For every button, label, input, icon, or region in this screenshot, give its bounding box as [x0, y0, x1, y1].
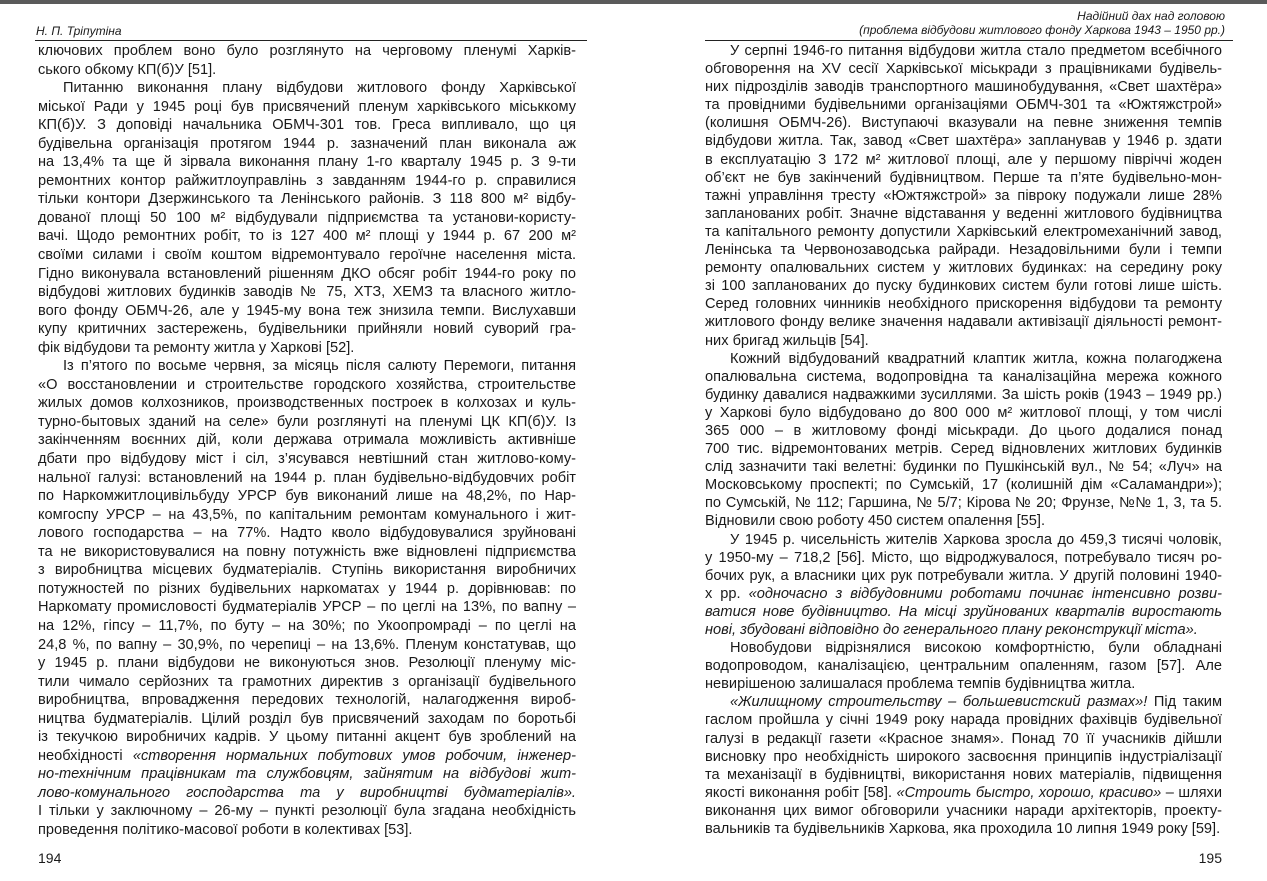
- text-line: лового господарства – на 77%. Надто кволо відбудовувалися зруйновані: [38, 525, 576, 542]
- text-line: Ленінська та Червонозаводська райради. Незадовільними були і темпи: [705, 242, 1222, 259]
- text-line: «О восстановлении и строительстве городского хозяйства, строительстве: [38, 376, 576, 393]
- text-line: дованої площі 50 100 м² відбудували підприємства та установи-користу-: [38, 209, 576, 226]
- italic-quote: «створення нормальних побутових умов робочим, інженер-: [132, 747, 576, 764]
- text-line: купу критичних застережень, будівельники прийняли новий суворий гра-: [38, 321, 576, 338]
- text-line: [705, 621, 1222, 639]
- text-line: нальної галузі: встановлений на 1944 р. план будівельно-відбудовчих робіт: [38, 469, 576, 486]
- running-head-title: Надійний дах над головою: [1077, 9, 1225, 23]
- text-line: Відновили свою роботу 450 систем опалення [55].: [705, 513, 1045, 530]
- text-span: – шляхи: [1161, 784, 1222, 801]
- text-line: Серед головних чинників необхідного прискорення відбудови та ремонту: [705, 296, 1222, 313]
- text-span: необхідності: [38, 747, 133, 764]
- text-line: відбудови житла. Так, завод «Свет шахтёра» запланував у 1946 р. здати: [705, 133, 1222, 150]
- text-line: потужностей по різних будівельних наркоматах у 1944 р. дорівнював: по: [38, 580, 576, 597]
- text-line: [38, 765, 576, 784]
- text-line: комгоспу УРСР – на 43,5%, по капітальним ремонтам комунального і жит-: [38, 506, 576, 523]
- text-line: У 1945 р. чисельність жителів Харкова зросла до 459,3 тисячі чоловік,: [730, 531, 1222, 548]
- text-line: в експлуатацію 3 172 м² житлової площі, але у першому півріччі жоден: [705, 151, 1222, 168]
- italic-quote: «Жилищному строительству – большевистский размах»!: [730, 694, 1148, 711]
- text-line: відбудові житлових будинків заводів № 75, ХТЗ, ХЕМЗ та власного житло-: [38, 284, 576, 301]
- left-page: [0, 0, 633, 881]
- text-line: проведення політико-масової роботи в колективах [53].: [38, 821, 413, 838]
- text-line: із текучкою виробничих кадрів. У цьому питанні акцент був зроблений на: [38, 729, 576, 746]
- text-line: Наркомату промисловості будматеріалів УРСР – по цеглі на 13%, по вапну –: [38, 599, 576, 616]
- italic-quote: лово-комунального господарства та у виробництві будматеріалів».: [38, 784, 576, 801]
- text-line: ництва будматеріалів. Цілий розділ був присвячений заходам по боротьбі: [38, 710, 576, 727]
- text-line: ського обкому КП(б)У [51].: [38, 61, 217, 78]
- text-line: з виробництва місцевих будматеріалів. Ступінь використання виробничих: [38, 562, 576, 579]
- text-line: обговорення на XV сесії Харківської міськради з працівниками будівель-: [705, 61, 1222, 78]
- text-line: та не використовувалися на повну потужність вже відновлені підприємства: [38, 543, 576, 560]
- text-line: Гідно виконувала встановлений рішенням ДКО обсяг робіт 1944-го року по: [38, 265, 576, 282]
- text-line: по Сумській, № 112; Гаршина, № 5/7; Кірова № 20; Фрунзе, №№ 1, 3, та 5.: [705, 495, 1222, 512]
- text-line: у Харкові було відбудовано до 800 000 м² житлової площі, у том числі: [705, 404, 1222, 421]
- text-line: виробництва, впровадження передових технологій, налагодження вироб-: [38, 692, 576, 709]
- right-page: [633, 0, 1267, 881]
- text-line: Кожний відбудований квадратний клаптик житла, кожна полагоджена: [730, 350, 1222, 367]
- text-line: Із п’ятого по восьме червня, за місяць після салюту Перемоги, питання: [63, 358, 576, 375]
- text-line: [705, 585, 1222, 603]
- italic-quote: «Строить быстро, хорошо, красиво»: [896, 784, 1162, 801]
- text-line: галузі в редакції газети «Красное знамя». Понад 70 її учасників дійшли: [705, 730, 1222, 747]
- text-line: ключових проблем воно було розглянуто на черговому пленумі Харків-: [38, 43, 576, 59]
- text-line: жилых домов колхозников, производственных построек в колхозах и куль-: [38, 395, 576, 412]
- italic-quote: но-технічним працівникам та службовцям, зайнятим на відбудові жит-: [38, 766, 576, 783]
- text-line: на 13,4% та ще й зірвала виконання плану 1-го кварталу 1945 р. З 9-ти: [38, 154, 576, 171]
- text-line: та провідними будівельними організаціями ОБМЧ-301 та «Южтяжстрой»: [705, 97, 1222, 114]
- text-line: 24,8 %, по вапну – 30,9%, по черепиці – на 13,6%. Пленум констатував, що: [38, 636, 576, 653]
- text-line: закінченням воєнних дій, коли держава отримала можливість активніше: [38, 432, 576, 449]
- header-rule: [35, 40, 587, 41]
- italic-quote: «одночасно з відбудовними роботами починає інтенсивно розви-: [748, 585, 1222, 602]
- text-line: бочих рук, а власники цих рук потребували житла. У другій половині 1940-: [705, 567, 1222, 584]
- text-line: об’єкт не був закінчений будівництвом. Перше та п’яте будівельно-мон-: [705, 169, 1222, 186]
- text-line: ремонтних контор райжитлоуправлінь з завданням 1944-го р. справилися: [38, 172, 576, 189]
- text-line: (колишня ОБМЧ-26). Виступаючі вказували на певне зниження темпів: [705, 115, 1222, 132]
- text-line: 365 000 – в житловому фонді міськради. До цього додалися понад: [705, 422, 1222, 439]
- page-body: [705, 42, 1222, 838]
- running-head-author: Н. П. Тріпутіна: [36, 24, 122, 38]
- text-line: вого фонду ОБМЧ-26, але у 1945-му вона теж знизила темпи. Вислухавши: [38, 302, 576, 319]
- text-line: Московському проспекті; по Сумській, 17 (колишній дім «Саламандри»);: [705, 477, 1222, 494]
- text-line: них підрозділів заводів транспортного машинобудування, «Свет шахтёра»: [705, 79, 1222, 96]
- text-line: тажні управління тресту «Южтяжстрой» за півроку подужали лише 28%: [705, 187, 1222, 204]
- text-line: КП(б)У. З доповіді начальника ОБМЧ-301 тов. Греса випливало, що ця: [38, 117, 576, 134]
- text-line: вальників та будівельників Харкова, яка проходила 10 липня 1949 року [59].: [705, 821, 1221, 838]
- text-line: [705, 603, 1222, 621]
- text-line: У серпні 1946-го питання відбудови житла стало предметом всебічного: [730, 43, 1222, 59]
- text-line: у 1950-му – 718,2 [56]. Місто, що відроджувалося, потребувало тисяч ро-: [705, 549, 1222, 566]
- page-number: 195: [1198, 850, 1222, 866]
- text-line: І тільки у заключному – 26-му – пункті резолюції була згадана необхідність: [38, 803, 576, 820]
- text-line: та механізації в будівництві, використання нових матеріалів, підвищення: [705, 766, 1222, 783]
- text-line: невирішеною залишалася проблема темпів будівництва житла.: [705, 676, 1136, 693]
- text-line: на 12%, гіпсу – 11,7%, по буту – на 30%; по Укоопромраді – по цеглі на: [38, 617, 576, 634]
- text-line: та капітального ремонту допустили Харківський електромеханічний завод,: [705, 223, 1222, 240]
- text-line: них бригад жильців [54].: [705, 332, 869, 349]
- text-line: виконання цих вимог обговорили учасники наради архітекторів, проекту-: [705, 802, 1222, 819]
- text-line: у 1945 р. плани відбудови не виконуються знов. Резолюції пленуму міс-: [38, 655, 576, 672]
- text-line: по Наркомжитлоцивільбуду УРСР був виконаний лише на 48,2%, по Нар-: [38, 488, 576, 505]
- text-span: х рр.: [705, 585, 749, 602]
- text-line: тили чимало серйозних та грамотних директив з організації будівельного: [38, 673, 576, 690]
- italic-quote: нові, збудовані відповідно до генерального плану реконструкції міста».: [705, 622, 1198, 638]
- text-line: міської Ради у 1945 році був присвячений пленум харківського міськкому: [38, 98, 576, 115]
- running-head: [859, 9, 1225, 37]
- text-line: [705, 693, 1222, 711]
- running-head-subtitle: (проблема відбудови житлового фонду Харкова 1943 – 1950 рр.): [859, 23, 1225, 37]
- text-line: дбати про відбудову міст і сіл, з’ясувався невтішний стан житлово-кому-: [38, 451, 576, 468]
- text-line: [38, 747, 576, 766]
- text-line: тільки контори Дзержинського та Ленінського районів. З 118 800 м² відбу-: [38, 191, 576, 208]
- text-line: зі 100 запланованих до пуску будинкових систем були готові лише шість.: [705, 278, 1222, 295]
- text-line: висновку про необхідність широкого засвоєння принципів індустріалізації: [705, 748, 1222, 765]
- text-span: Під таким: [1147, 694, 1222, 711]
- text-line: житлового фонду велике значення надавали активізації діяльності ремонт-: [705, 314, 1222, 331]
- text-line: ремонту опалювальних систем у житлових будинках: на середину року: [705, 260, 1222, 277]
- text-line: [38, 784, 576, 803]
- text-line: фік відбудови та ремонту житла у Харкові [52].: [38, 339, 355, 356]
- italic-quote: ватися нове будівництво. На місці зруйнованих кварталів виростають: [705, 603, 1222, 620]
- text-line: вачі. Щодо ремонтних робіт, то із 127 400 м² площі у 1944 р. 67 200 м²: [38, 228, 576, 245]
- text-line: [705, 784, 1222, 802]
- text-line: запланованих робіт. Значне відставання у веденні житлового будівництва: [705, 205, 1222, 222]
- text-line: водопроводом, каналізацією, центральним опаленням, газом [57]. Але: [705, 658, 1222, 675]
- text-line: 700 тис. відремонтованих метрів. Серед відновлених житлових будинків: [705, 441, 1222, 458]
- text-line: турно-бытовых зданий на селе» були розглянуті на пленумі ЦК КП(б)У. Із: [38, 413, 576, 430]
- page-number: 194: [38, 850, 62, 866]
- text-line: опалювальна система, водопровідна та каналізаційна мережа кожного: [705, 368, 1222, 385]
- page-body: [38, 42, 576, 840]
- header-rule: [705, 40, 1233, 41]
- text-line: будинку давалися надважкими зусиллями. За шість років (1943 – 1949 рр.): [705, 386, 1222, 403]
- text-line: будівельна організація протягом 1944 р. зазначений план виконала аж: [38, 135, 576, 152]
- text-span: якості виконання робіт [58].: [705, 784, 897, 801]
- text-line: Новобудови відрізнялися високою комфортністю, були обладнані: [730, 640, 1222, 657]
- text-line: гаслом пройшла у січні 1949 року нарада провідних фахівців будівельної: [705, 712, 1222, 729]
- text-line: слід зазначити такі велетні: будинки по Пушкінській вул., № 54; «Луч» на: [705, 459, 1222, 476]
- text-line: Питанню виконання плану відбудови житлового фонду Харківської: [63, 80, 576, 97]
- text-line: своїми силами і своїм коштом відремонтувало героїчне населення міста.: [38, 247, 576, 264]
